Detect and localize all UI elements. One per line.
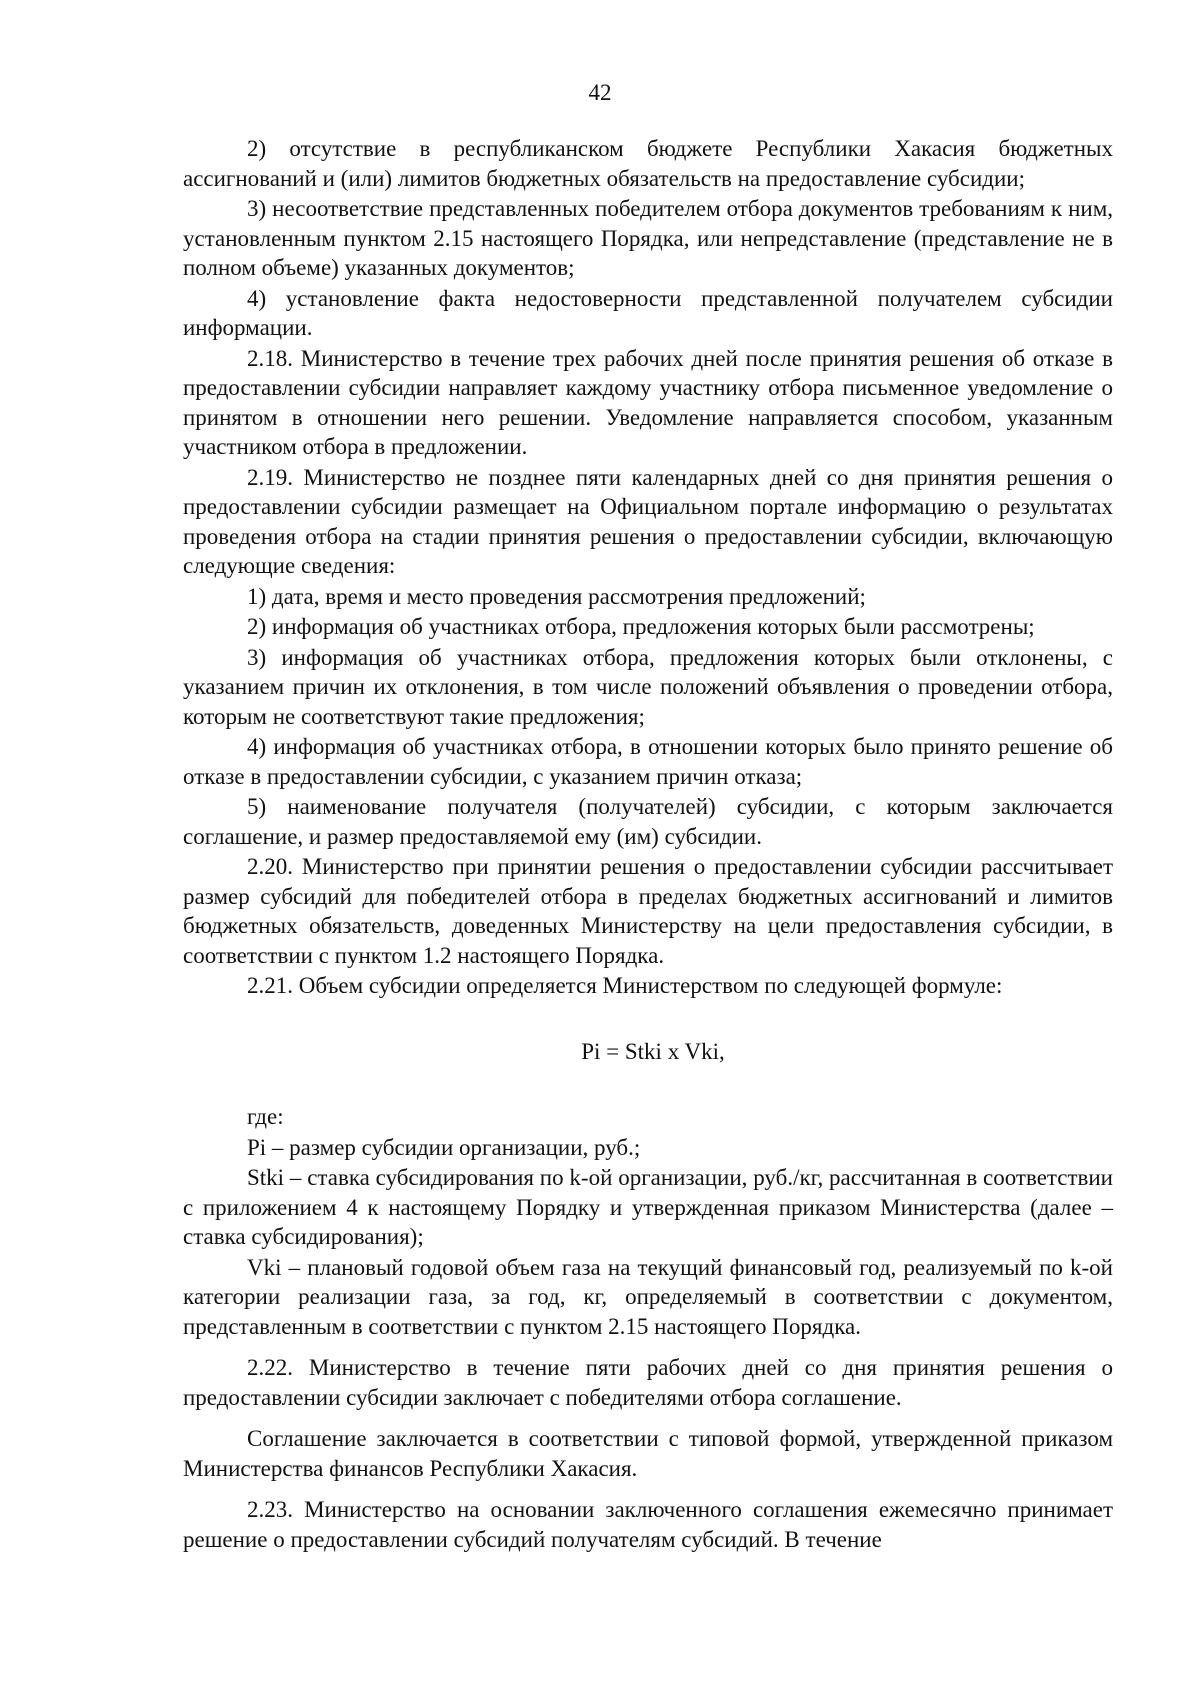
paragraph-item-4-unreliable-info: 4) установление факта недостоверности представленной получателем субсидии информации. [183,285,1113,340]
formula-def-stki: Stki – ставка субсидирования по k-ой организации, руб./кг, рассчитанная в соответствии с приложением 4 к настоящему Порядку и утвержденная приказом Министерства (далее – ставка субсидирования); [183,1165,1113,1249]
paragraph-2-19-item-4: 4) информация об участниках отбора, в отношении которых было принято решение об отказе в предоставлении субсидии, с указанием причин отказа; [183,734,1113,789]
formula-def-pi: Pi – размер субсидии организации, руб.; [247,1134,641,1160]
paragraph-2-19-item-5: 5) наименование получателя (получателей) субсидии, с которым заключается соглашение, и размер предоставляемой ему (им) субсидии. [183,794,1113,849]
paragraph-2-19-item-3: 3) информация об участниках отбора, предложения которых были отклонены, с указанием причин их отклонения, в том числе положений объявления о проведении отбора, которым не соответствуют такие предложения; [183,644,1113,729]
paragraph-2-19: 2.19. Министерство не позднее пяти календарных дней со дня принятия решения о предоставлении субсидии размещает на Официальном портале информацию о результатах проведения отбора на стадии принятия решения о предоставлении субсидии, включающую следующие сведения: [183,464,1113,578]
paragraph-item-2-no-budget: 2) отсутствие в республиканском бюджете Республики Хакасия бюджетных ассигнований и (или) лимитов бюджетных обязательств на предоставление субсидии; [183,136,1113,191]
paragraph-agreement-form: Соглашение заключается в соответствии с типовой формой, утвержденной приказом Министерства финансов Республики Хакасия. [183,1426,1113,1481]
formula-where-label: где: [247,1104,284,1129]
paragraph-2-20: 2.20. Министерство при принятии решения о предоставлении субсидии рассчитывает размер субсидий для победителей отбора в пределах бюджетных ассигнований и лимитов бюджетных обязательств, доведенных Министерству на цели предоставления субсидии, в соответствии с пунктом 1.2 настоящего Порядка. [183,854,1113,968]
paragraph-2-18: 2.18. Министерство в течение трех рабочих дней после принятия решения об отказе в предоставлении субсидии направляет каждому участнику отбора письменное уведомление о принятом в отношении него решении. Уведомление направляется способом, указанным участником отбора в предложении. [183,345,1113,459]
paragraph-2-19-item-1: 1) дата, время и место проведения рассмотрения предложений; [247,583,866,609]
paragraph-2-19-item-2: 2) информация об участниках отбора, предложения которых были рассмотрены; [247,614,1035,639]
document-body [183,134,1113,1554]
paragraph-2-22: 2.22. Министерство в течение пяти рабочих дней со дня принятия решения о предоставлении субсидии заключает с победителями отбора соглашение. [183,1355,1113,1410]
subsidy-formula: Pi = Stki x Vki, [581,1038,725,1064]
paragraph-item-3-noncompliance: 3) несоответствие представленных победителем отбора документов требованиям к ним, установленным пунктом 2.15 настоящего Порядка, или непредставление (представление не в полном объеме) указанных документов; [183,196,1113,280]
paragraph-2-23: 2.23. Министерство на основании заключенного соглашения ежемесячно принимает решение о предоставлении субсидий получателям субсидий. В течение [183,1497,1113,1552]
formula-def-vki: Vki – плановый годовой объем газа на текущий финансовый год, реализуемый по k-ой категории реализации газа, за год, кг, определяемый в соответствии с документом, представленным в соответствии с пунктом 2.15 настоящего Порядка. [183,1254,1113,1339]
paragraph-2-21: 2.21. Объем субсидии определяется Министерством по следующей формуле: [247,973,1003,998]
page-number: 42 [588,80,612,105]
